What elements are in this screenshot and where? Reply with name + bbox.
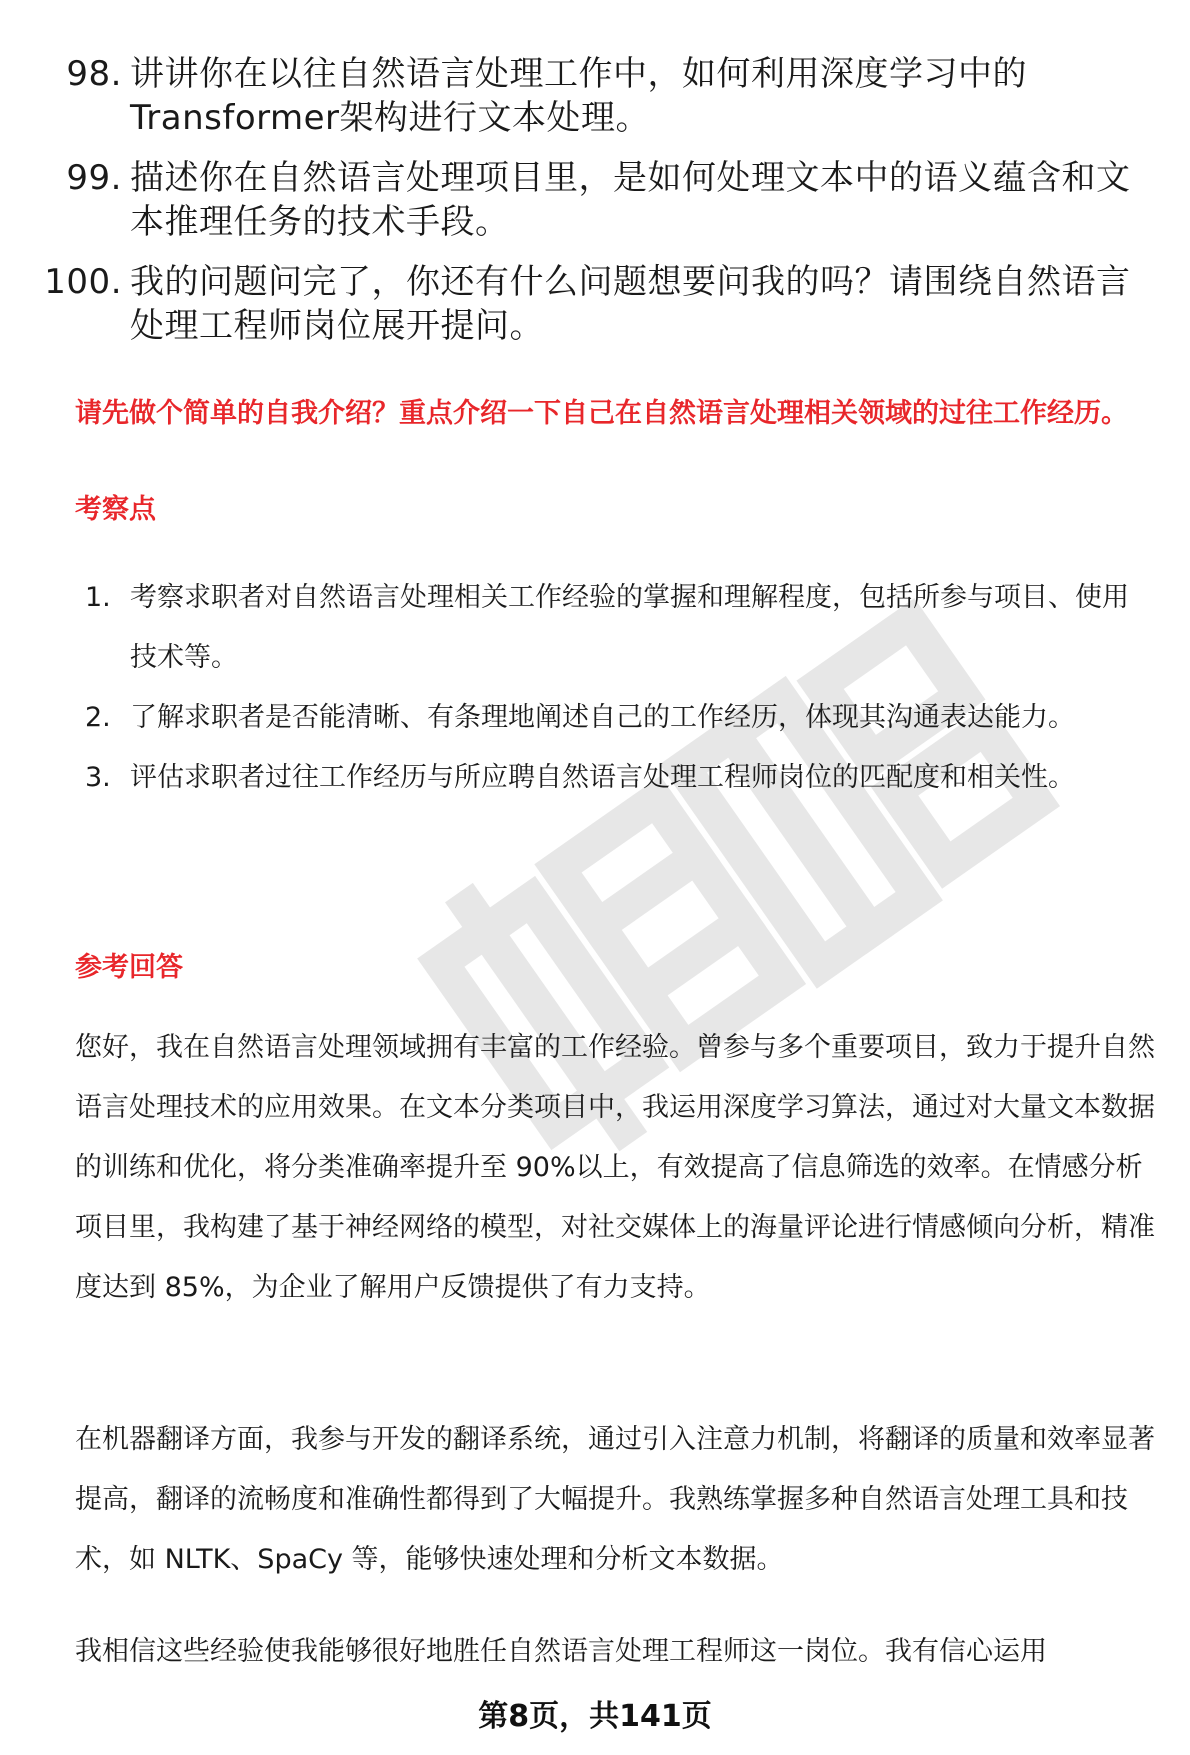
question-text: 我的问题问完了，你还有什么问题想要问我的吗？请围绕自然语言处理工程师岗位展开提问。: [130, 262, 1131, 346]
answer-paragraph: 我相信这些经验使我能够很好地胜任自然语言处理工程师这一岗位。我有信心运用: [75, 1636, 1047, 1667]
question-item-100: [38, 260, 1158, 348]
point-text: 了解求职者是否能清晰、有条理地阐述自己的工作经历，体现其沟通表达能力。: [130, 702, 1075, 733]
examine-point: [75, 568, 1135, 688]
question-number: 98.: [66, 54, 122, 94]
point-number: 1.: [85, 582, 111, 613]
examine-point: [75, 688, 1135, 748]
page-footer: 第8页，共141页: [478, 1699, 712, 1734]
section-heading-examine: 考察点: [75, 494, 156, 525]
question-number: 99.: [66, 158, 122, 198]
point-text: 考察求职者对自然语言处理相关工作经验的掌握和理解程度，包括所参与项目、使用技术等。: [130, 582, 1129, 673]
answer-paragraph: 您好，我在自然语言处理领域拥有丰富的工作经验。曾参与多个重要项目，致力于提升自然语言处理技术的应用效果。在文本分类项目中，我运用深度学习算法，通过对大量文本数据的训练和优化，将分类准确率提升至 90%以上，有效提高了信息筛选的效率。在情感分析项目里，我构建了基于神经网络的模型，对社交媒体上的海量评论进行情感倾向分析，精准度达到 85%，为企业了解用户反馈提供了有力支持。: [75, 1032, 1155, 1303]
question-item-98: [38, 52, 1158, 140]
examine-point: [75, 748, 1135, 808]
point-text: 评估求职者过往工作经历与所应聘自然语言处理工程师岗位的匹配度和相关性。: [130, 762, 1075, 793]
point-number: 2.: [85, 702, 111, 733]
point-number: 3.: [85, 762, 111, 793]
question-title: 请先做个简单的自我介绍？重点介绍一下自己在自然语言处理相关领域的过往工作经历。: [75, 398, 1128, 429]
examine-points-list: [75, 568, 1135, 808]
question-number: 100.: [44, 262, 122, 302]
question-list: [38, 52, 1158, 364]
answer-paragraph: 在机器翻译方面，我参与开发的翻译系统，通过引入注意力机制，将翻译的质量和效率显著提高，翻译的流畅度和准确性都得到了大幅提升。我熟练掌握多种自然语言处理工具和技术，如 NLTK、SpaCy 等，能够快速处理和分析文本数据。: [75, 1424, 1155, 1575]
question-text: 描述你在自然语言处理项目里，是如何处理文本中的语义蕴含和文本推理任务的技术手段。: [130, 158, 1131, 242]
question-item-99: [38, 156, 1158, 244]
section-heading-answer: 参考回答: [75, 952, 183, 983]
question-text: 讲讲你在以往自然语言处理工作中，如何利用深度学习中的Transformer架构进行文本处理。: [130, 54, 1027, 138]
